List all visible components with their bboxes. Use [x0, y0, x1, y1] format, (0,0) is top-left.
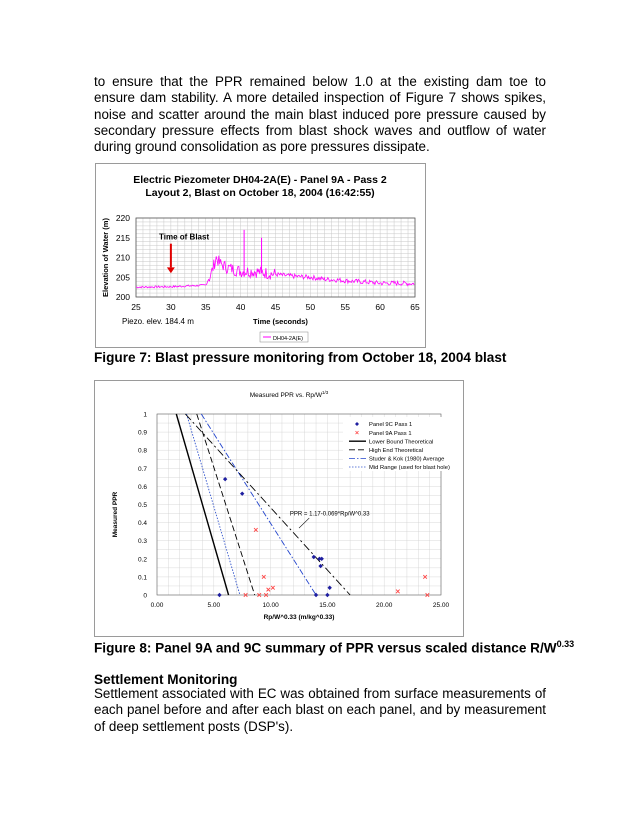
- data-point-9a: [267, 588, 271, 592]
- figure-8-chart: [94, 380, 464, 637]
- x-tick-label: 20.00: [376, 602, 393, 609]
- settlement-heading: Settlement Monitoring: [94, 672, 238, 687]
- data-point-9c: [325, 593, 329, 597]
- data-point-9c: [240, 491, 244, 495]
- y-tick-label: 0.1: [137, 574, 147, 582]
- chart-subtitle: Layout 2, Blast on October 18, 2004 (16:42:55): [145, 187, 375, 199]
- figure-8-caption: Figure 8: Panel 9A and 9C summary of PPR versus scaled distance $R/W^{0.33}$: [94, 639, 575, 656]
- blast-arrow-head: [167, 267, 175, 273]
- data-point-9c: [312, 555, 316, 559]
- ppr-chart-svg: [95, 381, 463, 636]
- x-axis-label: Rp/W^0.33 (m/kg^0.33): [263, 614, 335, 621]
- legend-label: DH04-2A(E): [273, 336, 303, 342]
- legend-label: Panel 9C Pass 1: [369, 422, 413, 429]
- y-tick-label: 0.9: [137, 429, 147, 437]
- x-tick-label: 60: [375, 302, 385, 312]
- y-tick-label: 0: [143, 592, 147, 600]
- fit-equation-pointer: [299, 518, 309, 528]
- data-point-9c: [327, 586, 331, 590]
- x-tick-label: 25.00: [432, 602, 450, 609]
- data-point-9a: [396, 590, 400, 594]
- data-point-9c: [314, 593, 318, 597]
- legend-label: Mid Range (used for blast hole): [369, 465, 450, 472]
- x-tick-label: 15.00: [319, 602, 336, 609]
- data-point-9a: [271, 586, 275, 590]
- x-tick-label: 30: [166, 302, 176, 312]
- legend-label: Panel 9A Pass 1: [369, 430, 412, 437]
- y-tick-label: 0.2: [137, 556, 147, 564]
- data-point-9c: [217, 593, 221, 597]
- intro-paragraph: to ensure that the PPR remained below 1.0 at the existing dam toe to ensure dam stability. A more detailed inspection of Figure 7 shows spikes, noise and scatter around the main blast induced pore pressure caused by secondary pressure effects from blast shock waves and outflow of water during ground consolidation as pore pressures dissipate.: [94, 74, 546, 155]
- x-tick-label: 5.00: [207, 602, 221, 609]
- x-tick-label: 45: [270, 302, 281, 312]
- y-tick-label: 205: [115, 272, 130, 283]
- y-tick-label: 0.8: [137, 447, 147, 455]
- time-of-blast-label: Time of Blast: [159, 232, 210, 242]
- y-axis-label: Measured PPR: [112, 491, 119, 538]
- figure-7-chart: [95, 163, 426, 348]
- data-point-9c: [223, 477, 227, 481]
- y-tick-label: 200: [115, 292, 130, 302]
- data-point-9c: [320, 557, 324, 561]
- x-axis-label: Time (seconds): [253, 317, 308, 326]
- chart-title: Electric Piezometer DH04-2A(E) - Panel 9A - Pass 2: [133, 174, 387, 186]
- y-tick-label: 215: [115, 232, 130, 243]
- y-tick-label: 0.6: [137, 483, 147, 491]
- x-tick-label: 25: [131, 302, 141, 312]
- y-tick-label: 0.5: [137, 502, 147, 509]
- data-point-9a: [254, 528, 258, 532]
- x-tick-label: 40: [235, 302, 246, 312]
- y-tick-label: 220: [115, 213, 130, 223]
- x-tick-label: 65: [410, 302, 420, 312]
- legend-label: High End Theoretical: [369, 448, 424, 454]
- fit-equation-label: PPR = 1.17-0.069*Rp/W^0.33: [289, 511, 370, 518]
- y-tick-label: 0.3: [137, 538, 147, 546]
- y-tick-label: 1: [143, 411, 147, 419]
- x-tick-label: 50: [305, 302, 316, 312]
- x-tick-label: 0.00: [150, 602, 164, 609]
- x-tick-label: 35: [201, 302, 211, 312]
- x-tick-label: 55: [340, 302, 350, 312]
- figure-7-caption: Figure 7: Blast pressure monitoring from October 18, 2004 blast: [94, 350, 507, 365]
- y-axis-label: Elevation of Water (m): [101, 218, 110, 297]
- x-tick-label: 10.00: [262, 602, 279, 609]
- settlement-paragraph: Settlement associated with EC was obtained from surface measurements of each panel before and after each blast on each panel, and by measurement of deep settlement posts (DSP's).: [94, 686, 546, 734]
- y-tick-label: 0.7: [137, 465, 147, 473]
- y-tick-label: 210: [115, 252, 130, 263]
- legend-label: Lower Bound Theoretical: [369, 439, 434, 446]
- piezo-elevation-note: Piezo. elev. 184.4 m: [122, 317, 194, 326]
- piezometer-chart-svg: [96, 164, 425, 347]
- legend-label: Studer & Kok (1980) Average: [369, 456, 445, 463]
- chart-title: Measured PPR vs. $Rp/W^{1/3}$: [249, 390, 329, 399]
- y-tick-label: 0.4: [137, 520, 147, 528]
